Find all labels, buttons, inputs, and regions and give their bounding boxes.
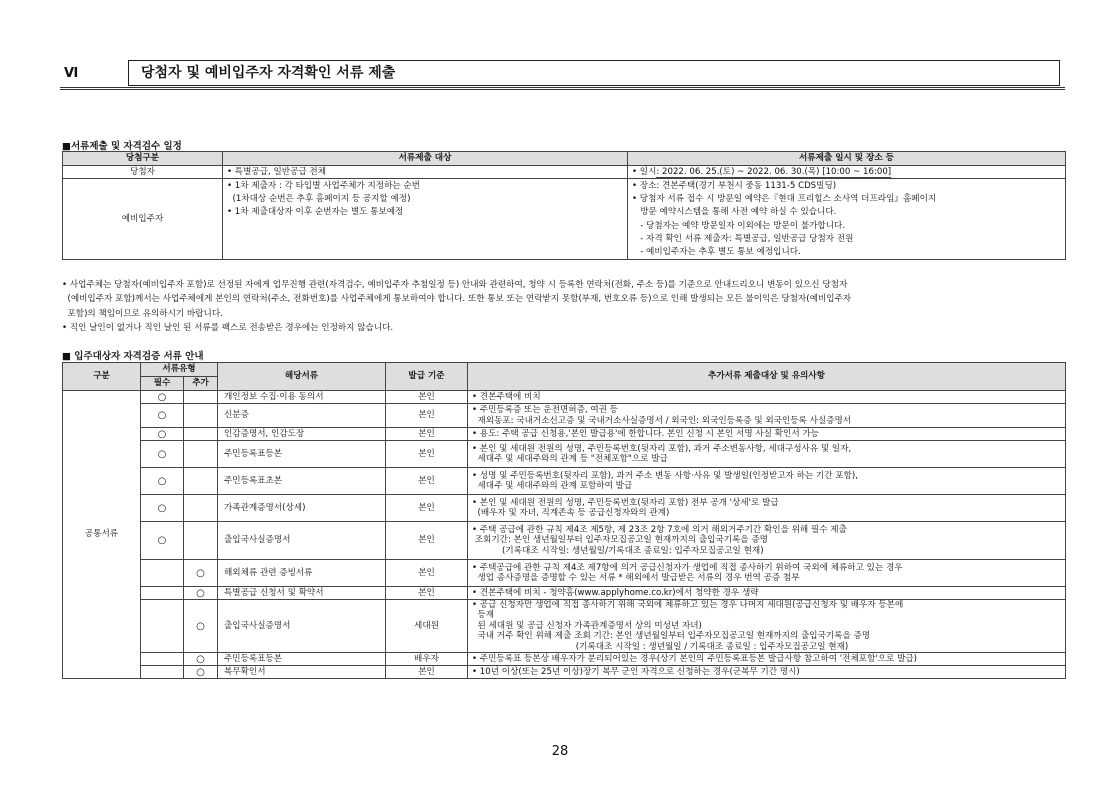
additional-mark [184,441,218,468]
document-notes [468,495,1066,522]
note-line: • 주택공급에 관한 규칙 제4조 제7항에 의거 공급신청자가 생업에 직접 종사하기 위하여 국외에 체류하고 있는 경우 [472,562,903,573]
table-row [63,560,1066,587]
additional-mark [184,468,218,495]
note-line: • 주택 공급에 관한 규칙 제4조 제5항, 제 23조 2항 7호에 의거 해외거주기간 확인을 위해 필수 제출 [472,524,847,535]
note-line: 생업 종사증명을 증명할 수 있는 서류 * 해외에서 발급받은 서류의 경우 번역 공증 첨부 [472,573,800,583]
required-mark: ○ [141,522,184,560]
additional-mark [184,495,218,522]
note-line: 세대주 및 세대주와의 관계 포함하여 발급 [472,481,633,491]
documents-heading: ■ 입주대상자 자격검증 서류 안내 [62,351,204,362]
required-mark [141,560,184,587]
reserve-detail-line: - 자격 확인 서류 제출자: 특별공급, 일반공급 당첨자 전원 [632,233,854,244]
schedule-header-target: 서류제출 대상 [223,152,628,166]
required-mark: ○ [141,468,184,495]
document-notes [468,428,1066,441]
reserve-target-line: • 1차 제출자 : 각 타입별 사업주체가 지정하는 순번 [227,181,421,191]
document-notes [468,522,1066,560]
section-title: 당첨자 및 예비입주자 자격확인 서류 제출 [128,60,1060,86]
reserve-target-line: • 1차 제출대상자 이후 순번자는 별도 통보예정 [227,207,404,217]
table-row [63,495,1066,522]
document-notes [468,653,1066,666]
reserve-label: 예비입주자 [63,179,223,260]
header-document: 해당서류 [218,363,386,391]
table-row [63,587,1066,600]
section-number: Ⅵ [64,66,80,81]
document-name: 가족관계증명서(상세) [218,495,386,522]
section-divider [60,87,1065,90]
document-name: 출입국사실증명서 [218,600,386,653]
document-notes [468,468,1066,495]
document-name: 개인정보 수집·이용 동의서 [218,391,386,404]
note-line: • 견본주택에 비치 [472,391,541,402]
winner-datetime-prefix: • 일시 [632,166,657,177]
note-line: • 10년 이상(또는 25년 이상)장기 복무 군인 자격으로 신청하는 경우(군복무 기간 명시) [472,666,800,677]
required-mark [141,587,184,600]
note-line: • 용도: 주택 공급 신청용,'본인 발급용'에 한합니다. 본인 신청 시 본인 서명 사실 확인서 가능 [472,428,819,439]
note-line: 국내 거주 확인 위해 제출 조회 기간: 본인 생년월일부터 입주자모집공고일 현재까지의 출입국기록을 증명 [472,631,871,642]
header-notes: 추가서류 제출대상 및 유의사항 [468,363,1066,391]
issuer: 본인 [386,441,468,468]
schedule-header-category: 당첨구분 [63,152,223,166]
document-name: 주민등록표등본 [218,441,386,468]
issuer: 본인 [386,560,468,587]
document-name: 주민등록표초본 [218,468,386,495]
winner-datetime [628,166,1066,179]
table-row [63,522,1066,560]
note-line: • 주민등록표 등본상 배우자가 분리되어있는 경우(상기 본인의 주민등록표등본 발급사항 참고하여 '전체포함'으로 발급) [472,653,918,664]
table-row [63,441,1066,468]
additional-mark: ○ [184,587,218,600]
documents-table [62,362,1066,679]
required-mark [141,653,184,666]
note-line: (기록대조 시작일 : 생년월일 / 기록대조 종료일 : 입주자모집공고일 현재) [472,641,849,652]
note-line: (배우자 및 자녀, 직계존속 등 공급신청자와의 관계) [472,508,670,518]
issuer: 본인 [386,404,468,428]
required-mark: ○ [141,391,184,404]
additional-mark: ○ [184,600,218,653]
table-row [63,600,1066,653]
header-category: 구분 [63,363,141,391]
required-mark: ○ [141,441,184,468]
table-row [63,404,1066,428]
header-required: 필수 [141,377,184,391]
required-mark: ○ [141,495,184,522]
reserve-detail-line: • 장소: 견본주택(경기 부천시 중동 1131-5 CDS빌딩) [632,181,837,191]
issuer: 본인 [386,391,468,404]
note-line: 포함)의 책임이므로 유의하시기 바랍니다. [62,308,223,319]
winner-target: • 특별공급, 일반공급 전체 [223,166,628,179]
category-common: 공통서류 [63,391,141,679]
document-notes [468,600,1066,653]
additional-mark: ○ [184,560,218,587]
table-row [63,653,1066,666]
issuer: 본인 [386,495,468,522]
issuer: 배우자 [386,653,468,666]
required-mark: ○ [141,428,184,441]
additional-mark: ○ [184,666,218,679]
issuer: 본인 [386,666,468,679]
reserve-detail-line: • 당첨자 서류 접수 시 방문일 예약은『현대 프리힐스 소사역 더프라임』홈페이지 [632,194,937,205]
reserve-detail-line: - 예비입주자는 추후 별도 통보 예정입니다. [632,247,801,258]
note-line: • 견본주택에 비치 - 청약홈(www.applyhome.co.kr)에서 청약한 경우 생략 [472,587,759,598]
document-notes [468,441,1066,468]
required-mark [141,600,184,653]
issuer: 세대원 [386,600,468,653]
reserve-targets [223,179,628,260]
issuer: 본인 [386,587,468,600]
document-notes [468,404,1066,428]
note-line: (기록대조 시작일: 생년월일/기록대조 종료일: 입주자모집공고일 현재) [472,545,764,556]
table-row [63,391,1066,404]
note-line: 조회기간: 본인 생년월일부터 입주자모집공고일 현재까지의 출입국기록을 증명 [472,535,768,546]
note-line: 된 세대원 및 공급 신청자 가족관계증명서 상의 미성년 자녀) [472,620,702,631]
note-line: • 본인 및 세대원 전원의 성명, 주민등록번호(뒷자리 포함), 과거 주소변동사항, 세대구성사유 및 일자, [472,443,852,454]
note-line: • 공급 신청자만 생업에 직접 종사하기 위해 국외에 체류하고 있는 경우 나머지 세대원(공급신청자 및 배우자 등본에 [472,600,904,610]
page-number: 28 [551,744,569,759]
document-name: 출입국사실증명서 [218,522,386,560]
header-type: 서류유형 [141,363,218,377]
additional-mark [184,428,218,441]
note-line: • 주민등록증 또는 운전면허증, 여권 등 [472,405,618,416]
document-name: 특별공급 신청서 및 확약서 [218,587,386,600]
schedule-header-datetime: 서류제출 일시 및 장소 등 [628,152,1066,166]
document-name: 신분증 [218,404,386,428]
note-line: • 직인 날인이 없거나 직인 날인 된 서류를 팩스로 전송받은 경우에는 인정하지 않습니다. [62,322,394,333]
notes [62,278,1062,335]
header-issuer: 발급 기준 [386,363,468,391]
note-line: 등재 [472,610,495,621]
winner-label: 당첨자 [63,166,223,179]
schedule-table [62,151,1066,260]
additional-mark [184,404,218,428]
reserve-target-line: (1차대상 순번은 추후 홈페이지 등 공지할 예정) [227,194,411,204]
document-name: 인감증명서, 인감도장 [218,428,386,441]
reserve-detail-line: 방문 예약시스템을 통해 사전 예약 하실 수 있습니다. [632,207,837,218]
table-row [63,666,1066,679]
additional-mark: ○ [184,653,218,666]
document-notes [468,560,1066,587]
reserve-detail-line: - 당첨자는 예약 방문일자 이외에는 방문이 불가합니다. [632,220,846,231]
note-line: • 성명 및 주민등록번호(뒷자리 포함), 과거 주소 변동 사항·사유 및 발생일(인정받고자 하는 기간 포함), [472,470,858,481]
additional-mark [184,522,218,560]
document-notes [468,587,1066,600]
note-line: • 사업주체는 당첨자(예비입주자 포함)로 선정된 자에게 업무진행 관련(자격검수, 예비입주자 추첨일정 등) 안내와 관련하여, 청약 시 등록한 연락처(전화, 주소 등)를 기준으로 안내드리오니 변동이 있으신 당첨자 [62,280,848,290]
document-notes [468,391,1066,404]
issuer: 본인 [386,468,468,495]
winner-datetime-value: : 2022. 06. 25.(토) ~ 2022. 06. 30.(목) [10:00 ~ 16:00] [656,166,892,177]
document-notes [468,666,1066,679]
note-line: (예비입주자 포함)께서는 사업주체에게 본인의 연락처(주소, 전화번호)를 사업주체에게 통보하여야 합니다. 또한 통보 또는 연락받지 못함(부재, 번호오류 등)으로 인해 발생되는 모든 불이익은 당첨자(예비입주자 [62,294,852,305]
required-mark [141,666,184,679]
issuer: 본인 [386,522,468,560]
document-name: 복무확인서 [218,666,386,679]
issuer: 본인 [386,428,468,441]
document-name: 주민등록표등본 [218,653,386,666]
note-line: 재외동포: 국내거소신고증 및 국내거소사실증명서 / 외국인: 외국인등록증 및 외국인등록 사실증명서 [472,415,852,426]
header-additional: 추가 [184,377,218,391]
note-line: 세대주 및 세대주와의 관계 등 "전체포함"으로 발급 [472,454,668,464]
table-row [63,468,1066,495]
table-row [63,428,1066,441]
required-mark: ○ [141,404,184,428]
additional-mark [184,391,218,404]
reserve-details [628,179,1066,260]
schedule-heading: ■서류제출 및 자격검수 일정 [62,141,182,152]
document-name: 해외체류 관련 증빙서류 [218,560,386,587]
note-line: • 본인 및 세대원 전원의 성명, 주민등록번호(뒷자리 포함) 전부 공개 '상세'로 발급 [472,497,779,508]
